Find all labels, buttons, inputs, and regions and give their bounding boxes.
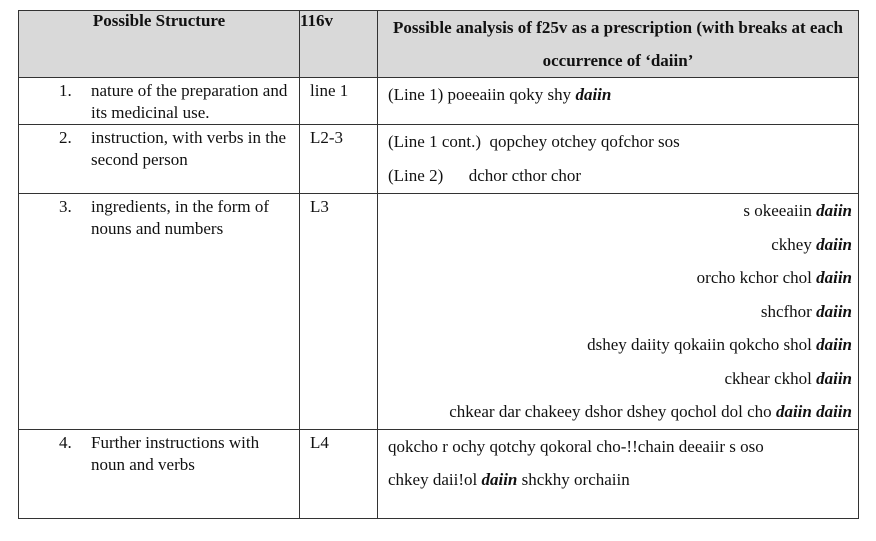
analysis-line	[378, 463, 858, 497]
header-analysis: Possible analysis of f25v as a prescription (with breaks at each occurrence of ‘daiin’	[378, 11, 859, 78]
analysis-line	[378, 228, 858, 262]
line-ref: L2-3	[310, 128, 344, 147]
analysis-line	[378, 362, 858, 396]
analysis-line: (Line 1 cont.) qopchey otchey qofchor sos	[388, 132, 680, 151]
analysis-text: chkey daii!ol	[388, 470, 482, 489]
ref-cell	[300, 125, 378, 194]
analysis-text: (Line 1) poeeaiin qoky shy	[388, 85, 576, 104]
analysis-line: (Line 2) dchor cthor chor	[388, 165, 582, 185]
analysis-text: orcho kchor chol	[696, 268, 817, 287]
daiin-word: daiin	[816, 201, 852, 220]
analysis-line	[378, 295, 858, 329]
daiin-word: daiin	[816, 268, 852, 287]
item-number: 2.	[59, 128, 72, 147]
daiin-word: daiin	[481, 470, 518, 489]
analysis-text: ckhear ckhol	[724, 368, 817, 388]
ref-cell	[300, 78, 378, 125]
ref-cell	[300, 194, 378, 430]
structure-cell	[19, 429, 300, 518]
structure-text: nature of the preparation and its medicinal use.	[91, 81, 288, 122]
line-ref: L3	[310, 197, 329, 216]
table-row	[19, 78, 859, 125]
analysis-cell	[378, 78, 859, 125]
table-header-row	[19, 11, 859, 78]
daiin-word: daiin daiin	[775, 402, 852, 421]
analysis-line	[378, 395, 858, 429]
header-possible-structure: Possible Structure	[19, 11, 300, 78]
analysis-text: s okeeaiin	[743, 201, 817, 220]
structure-cell	[19, 125, 300, 194]
line-ref: L4	[310, 432, 329, 452]
analysis-cell	[378, 125, 859, 194]
table-row	[19, 125, 859, 194]
item-number: 4.	[59, 432, 72, 452]
prescription-analysis-table	[18, 10, 859, 519]
analysis-text: chkear dar chakeey dshor dshey qochol dol cho	[449, 402, 776, 421]
daiin-word: daiin	[816, 368, 852, 388]
analysis-text: dshey daiity qokaiin qokcho shol	[587, 335, 817, 354]
daiin-word: daiin	[816, 301, 852, 321]
structure-cell	[19, 194, 300, 430]
analysis-line	[378, 78, 858, 112]
table-row	[19, 194, 859, 430]
analysis-line	[378, 194, 858, 228]
item-number: 3.	[59, 197, 72, 216]
item-number: 1.	[59, 81, 72, 100]
table-row	[19, 429, 859, 518]
line-ref: line 1	[310, 81, 349, 100]
analysis-text-after: shckhy orchaiin	[517, 470, 630, 489]
daiin-word: daiin	[816, 234, 852, 254]
ref-cell	[300, 429, 378, 518]
analysis-cell	[378, 194, 859, 430]
analysis-cell	[378, 429, 859, 518]
analysis-line	[378, 328, 858, 362]
analysis-line	[378, 261, 858, 295]
structure-text: instruction, with verbs in the second person	[91, 128, 287, 169]
structure-text: Further instructions with noun and verbs	[91, 432, 260, 474]
structure-cell	[19, 78, 300, 125]
analysis-text: shcfhor	[760, 301, 817, 321]
analysis-line: qokcho r ochy qotchy qokoral cho-!!chain deeaiir s oso	[388, 436, 764, 456]
daiin-word: daiin	[816, 335, 852, 354]
structure-text: ingredients, in the form of nouns and numbers	[91, 197, 269, 238]
daiin-word: daiin	[575, 85, 612, 104]
analysis-text: ckhey	[771, 234, 817, 254]
header-116v: 116v	[300, 11, 378, 78]
